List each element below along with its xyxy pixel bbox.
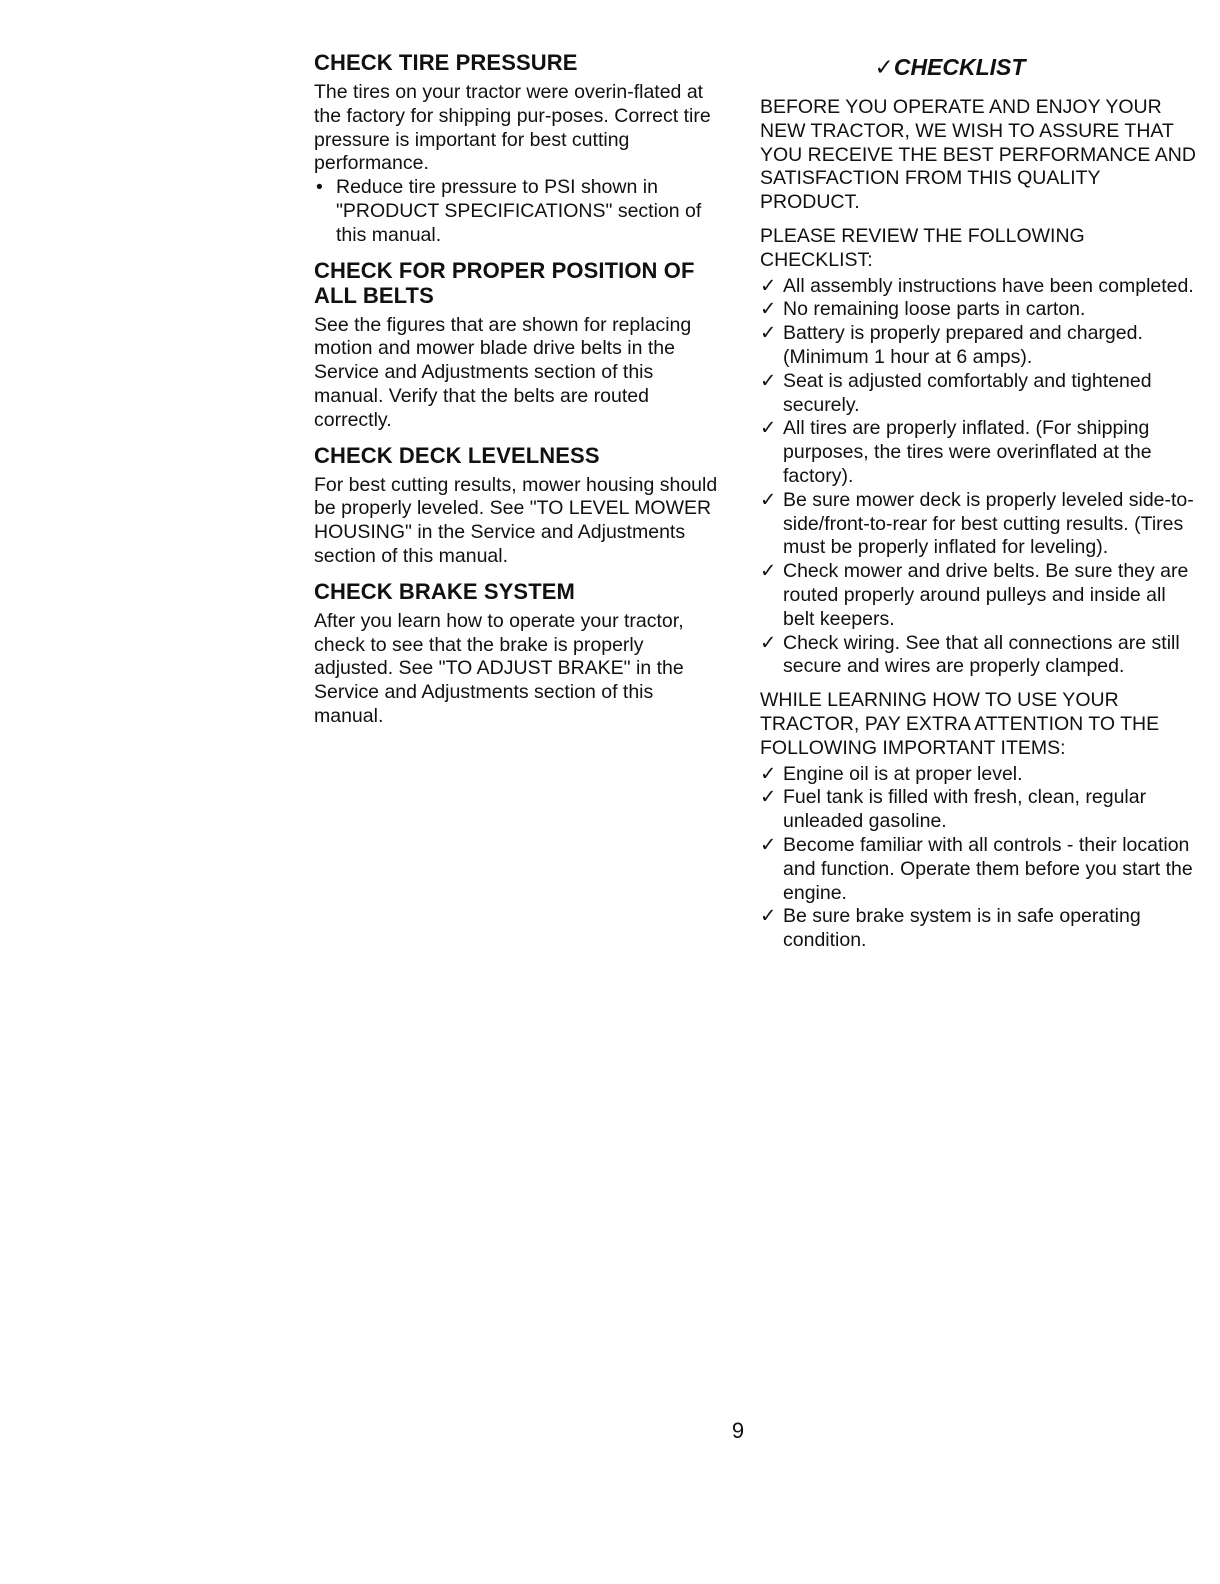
learning-heading: WHILE LEARNING HOW TO USE YOUR TRACTOR, PAY EXTRA ATTENTION TO THE FOLLOWING IMPORTANT ITEMS:: [760, 689, 1160, 759]
checklist-item-text: Become familiar with all controls - their location and function. Operate them before you start the engine.: [783, 833, 1193, 904]
section-paragraph: See the figures that are shown for replacing motion and mower blade drive belts in the Service and Adjustments section of this manual. Verify that the belts are routed correctly.: [314, 313, 692, 431]
checklist-intro: BEFORE YOU OPERATE AND ENJOY YOUR NEW TRACTOR, WE WISH TO ASSURE THAT YOU RECEIVE THE BEST PERFORMANCE AND SATISFACTION FROM THIS QUALITY PRODUCT.: [760, 96, 1196, 214]
checkmark-icon: ✓: [760, 298, 777, 321]
checklist-title-text: CHECKLIST: [893, 54, 1026, 80]
checkmark-icon: ✓: [760, 905, 777, 928]
section-deck-levelness: [314, 443, 724, 569]
bullet-list: [314, 176, 724, 247]
checklist-item: [760, 417, 1200, 488]
checklist-item: [760, 275, 1200, 299]
bullet-item: [314, 176, 724, 247]
checklist-item: [760, 834, 1200, 905]
section-paragraph: After you learn how to operate your tractor, check to see that the brake is properly adjusted. See "TO ADJUST BRAKE" in the Service and Adjustments section of this manual.: [314, 609, 684, 727]
checklist-item: [760, 489, 1200, 560]
review-checklist: [760, 275, 1200, 680]
checkmark-icon: ✓: [760, 322, 777, 345]
checkmark-icon: ✓: [760, 488, 777, 511]
checklist-item: [760, 322, 1200, 370]
bullet-icon: •: [316, 176, 323, 199]
checklist-title: [760, 54, 1200, 80]
left-column: [314, 50, 724, 739]
section-paragraph: For best cutting results, mower housing should be properly leveled. See "TO LEVEL MOWER HOUSING" in the Service and Adjustments section of this manual.: [314, 473, 718, 567]
right-column: [760, 50, 1200, 963]
section-heading: CHECK BRAKE SYSTEM: [314, 578, 575, 604]
checkmark-icon: ✓: [760, 369, 777, 392]
section-brake-system: [314, 579, 724, 729]
checklist-item: [760, 905, 1200, 953]
checklist-item-text: Fuel tank is filled with fresh, clean, regular unleaded gasoline.: [783, 786, 1147, 833]
checklist-item: [760, 370, 1200, 418]
checklist-item-text: Be sure brake system is in safe operating condition.: [783, 905, 1141, 952]
checklist-item: [760, 560, 1200, 631]
checklist-item-text: Seat is adjusted comfortably and tightened securely.: [783, 369, 1152, 416]
review-heading: PLEASE REVIEW THE FOLLOWING CHECKLIST:: [760, 224, 1085, 271]
checklist-item-text: Battery is properly prepared and charged. (Minimum 1 hour at 6 amps).: [783, 322, 1143, 368]
checkmark-icon: ✓: [760, 560, 777, 583]
section-heading: CHECK TIRE PRESSURE: [314, 50, 578, 75]
checklist-item-text: Check wiring. See that all connections are still secure and wires are properly clamped.: [783, 631, 1180, 678]
page-number: 9: [731, 1418, 745, 1443]
checkmark-icon: ✓: [760, 417, 777, 440]
checklist-item-text: Be sure mower deck is properly leveled side-to-side/front-to-rear for best cutting results. (Tires must be properly inflated for leveling).: [783, 488, 1194, 559]
checkmark-icon: ✓: [760, 833, 777, 856]
checklist-item: [760, 632, 1200, 680]
section-heading: CHECK DECK LEVELNESS: [314, 442, 600, 468]
checkmark-icon: ✓: [760, 762, 777, 785]
checklist-item: [760, 786, 1200, 834]
learning-checklist: [760, 763, 1200, 953]
section-belts: [314, 258, 724, 433]
checklist-item: [760, 298, 1200, 322]
checklist-item-text: All tires are properly inflated. (For shipping purposes, the tires were overinflated at the factory).: [783, 417, 1152, 487]
checklist-item: [760, 763, 1200, 787]
section-tire-pressure: [314, 50, 724, 248]
section-paragraph: The tires on your tractor were overin-flated at the factory for shipping pur-poses. Correct tire pressure is important for best cutting performance.: [314, 81, 711, 175]
bullet-text: Reduce tire pressure to PSI shown in "PRODUCT SPECIFICATIONS" section of this manual.: [336, 176, 702, 246]
checkmark-icon: ✓: [760, 274, 777, 297]
checklist-item-text: Check mower and drive belts. Be sure they are routed properly around pulleys and inside all belt keepers.: [783, 560, 1189, 630]
checkmark-icon: ✓: [760, 786, 777, 809]
checklist-item-text: All assembly instructions have been completed.: [783, 274, 1194, 297]
section-heading: CHECK FOR PROPER POSITION OF ALL BELTS: [314, 257, 695, 308]
checklist-item-text: No remaining loose parts in carton.: [783, 298, 1086, 321]
checklist-item-text: Engine oil is at proper level.: [783, 762, 1023, 785]
checkmark-icon: ✓: [760, 631, 777, 654]
checkmark-icon: ✓: [874, 54, 894, 80]
